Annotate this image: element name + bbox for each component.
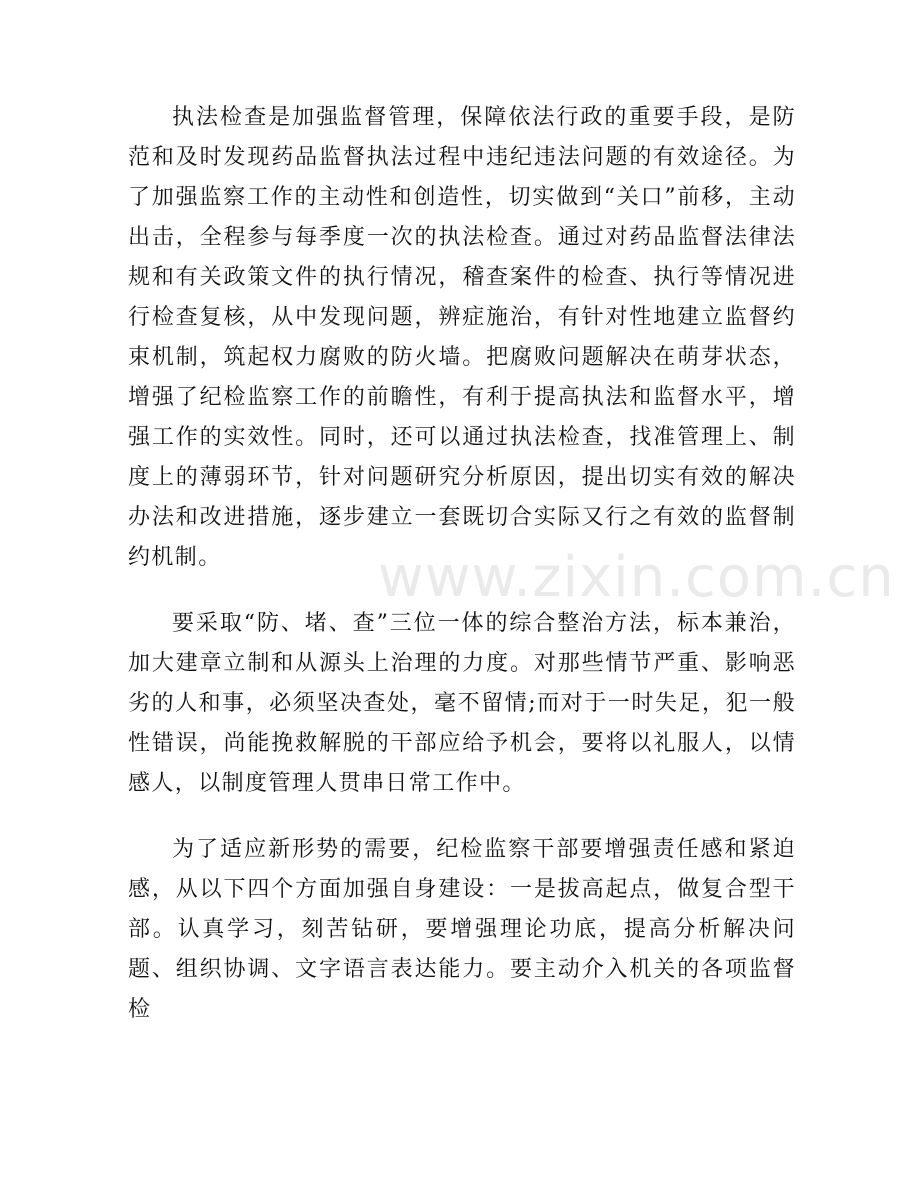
paragraph-2: 要采取“防、堵、查”三位一体的综合整治方法，标本兼治，加大建章立制和从源头上治理的力度。对那些情节严重、影响恶劣的人和事，必须坚决查处，毫不留情;而对于一时失足，犯一般性错误，尚能挽救解脱的干部应给予机会，要将以礼服人，以情感人，以制度管理人贯串日常工作中。 [128,611,796,796]
paragraph-1: 执法检查是加强监督管理，保障依法行政的重要手段，是防范和及时发现药品监督执法过程中违纪违法问题的有效途径。为了加强监察工作的主动性和创造性，切实做到“关口”前移，主动出击，全程参与每季度一次的执法检查。通过对药品监督法律法规和有关政策文件的执行情况，稽查案件的检查、执行等情况进行检查复核，从中发现问题，辨症施治，有针对性地建立监督约束机制，筑起权力腐败的防火墙。把腐败问题解决在萌芽状态，增强了纪检监察工作的前瞻性，有利于提高执法和监督水平，增强工作的实效性。同时，还可以通过执法检查，找准管理上、制度上的薄弱环节，针对问题研究分析原因，提出切实有效的解决办法和改进措施，逐步建立一套既切合实际又行之有效的监督制约机制。 [128,105,796,570]
watermark-text: www.zixin.com.cn [378,545,895,610]
document-body [128,98,796,1056]
paragraph-3: 为了适应新形势的需要，纪检监察干部要增强责任感和紧迫感，从以下四个方面加强自身建设：一是拔高起点，做复合型干部。认真学习，刻苦钻研，要增强理论功底，提高分析解决问题、组织协调、文字语言表达能力。要主动介入机关的各项监督检 [128,837,796,1022]
